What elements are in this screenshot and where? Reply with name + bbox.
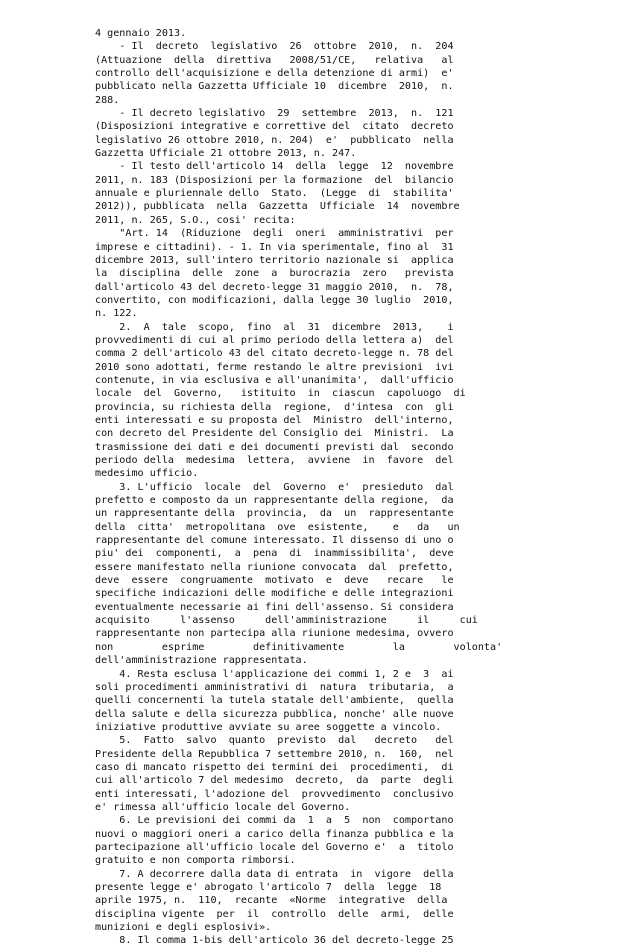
text-line: comma 2 dell'articolo 43 del citato decreto-legge n. 78 del (95, 348, 454, 360)
text-line: - Il decreto legislativo 26 ottobre 2010, n. 204 (95, 41, 454, 53)
text-line: 2012)), pubblicata nella Gazzetta Ufficiale 14 novembre (95, 201, 460, 213)
text-line: "Art. 14 (Riduzione degli oneri amministrativi per (95, 228, 454, 240)
text-line: 4. Resta esclusa l'applicazione dei commi 1, 2 e 3 ai (95, 668, 454, 680)
text-line: legislativo 26 ottobre 2010, n. 204) e' pubblicato nella (95, 134, 454, 146)
text-line: cui all'articolo 7 del medesimo decreto, da parte degli (95, 775, 454, 787)
text-line: non esprime definitivamente la volonta' (95, 641, 503, 653)
text-line: (Attuazione della direttiva 2008/51/CE, relativa al (95, 54, 454, 66)
text-line: provvedimenti di cui al primo periodo della lettera a) del (95, 334, 454, 346)
text-line: soli procedimenti amministrativi di natura tributaria, a (95, 681, 454, 693)
text-line: Presidente della Repubblica 7 settembre 2010, n. 160, nel (95, 748, 454, 760)
text-line: dell'amministrazione rappresentata. (95, 655, 308, 667)
text-line: 5. Fatto salvo quanto previsto dal decreto del (95, 735, 454, 747)
text-line: periodo della medesima lettera, avviene in favore del (95, 455, 454, 466)
text-line: n. 122. (95, 308, 138, 320)
text-line: munizioni e degli esplosivi». (95, 922, 272, 934)
text-line: imprese e cittadini). - 1. In via sperimentale, fino al 31 (95, 241, 454, 253)
text-line: 7. A decorrere dalla data di entrata in vigore della (95, 868, 454, 880)
text-line: enti interessati, l'adozione del provvedimento conclusivo (95, 788, 454, 800)
text-line: controllo dell'acquisizione e della detenzione di armi) e' (95, 68, 454, 80)
text-line: dall'articolo 43 del decreto-legge 31 maggio 2010, n. 78, (95, 281, 454, 293)
text-line: Gazzetta Ufficiale 21 ottobre 2013, n. 247. (95, 148, 357, 160)
text-line: acquisito l'assenso dell'amministrazione il cui (95, 615, 478, 627)
text-line: 2010 sono adottati, ferme restando le altre previsioni ivi (95, 361, 454, 373)
text-line: 288. (95, 94, 120, 106)
text-line: partecipazione all'ufficio locale del Governo e' a titolo (95, 841, 454, 853)
text-line: provincia, su richiesta della regione, d'intesa con gli (95, 401, 454, 413)
text-line: prefetto e composto da un rappresentante della regione, da (95, 495, 454, 507)
text-line: dicembre 2013, sull'intero territorio nazionale si applica (95, 254, 454, 266)
text-line: aprile 1975, n. 110, recante «Norme integrative della (95, 895, 448, 907)
text-line: (Disposizioni integrative e correttive del citato decreto (95, 121, 454, 133)
text-line: locale del Governo, istituito in ciascun capoluogo di (95, 388, 466, 400)
text-line: con decreto del Presidente del Consiglio dei Ministri. La (95, 428, 454, 440)
text-line: trasmissione dei dati e dei documenti previsti dal secondo (95, 441, 454, 453)
text-line: medesimo ufficio. (95, 468, 199, 480)
text-line: essere manifestato nella riunione convocata dal prefetto, (95, 561, 454, 573)
text-line: 2011, n. 265, S.O., cosi' recita: (95, 214, 296, 226)
text-line: e' rimessa all'ufficio locale del Governo. (95, 801, 351, 813)
text-line: 8. Il comma 1-bis dell'articolo 36 del decreto-legge 25 (95, 935, 454, 947)
text-line: eventualmente necessarie ai fini dell'assenso. Si considera (95, 601, 454, 613)
text-line: 4 gennaio 2013. (95, 28, 187, 39)
text-line: la disciplina delle zone a burocrazia zero prevista (95, 268, 454, 280)
text-line: - Il decreto legislativo 29 settembre 2013, n. 121 (95, 108, 454, 120)
text-line: annuale e pluriennale dello Stato. (Legge di stabilita' (95, 188, 454, 200)
text-line: della citta' metropolitana ove esistente, e da un (95, 521, 460, 533)
text-line: specifiche indicazioni delle modifiche e delle integrazioni (95, 588, 454, 600)
text-line: enti interessati e su proposta del Ministro dell'interno, (95, 414, 454, 426)
text-line: rappresentante non partecipa alla riunione medesima, ovvero (95, 628, 454, 640)
text-line: della salute e della sicurezza pubblica, nonche' alle nuove (95, 708, 454, 720)
text-line: nuovi o maggiori oneri a carico della finanza pubblica e la (95, 828, 454, 840)
text-line: 6. Le previsioni dei commi da 1 a 5 non comportano (95, 815, 454, 827)
text-line: - Il testo dell'articolo 14 della legge 12 novembre (95, 161, 454, 173)
text-line: presente legge e' abrogato l'articolo 7 della legge 18 (95, 882, 442, 893)
text-line: 3. L'ufficio locale del Governo e' presieduto dal (95, 481, 454, 493)
text-line: quelli concernenti la tutela statale dell'ambiente, quella (95, 695, 454, 707)
text-line: gratuito e non comporta rimborsi. (95, 855, 296, 867)
text-line: 2. A tale scopo, fino al 31 dicembre 2013, i (95, 321, 454, 333)
text-line: 2011, n. 183 (Disposizioni per la formazione del bilancio (95, 174, 454, 186)
text-line: rappresentante del comune interessato. Il dissenso di uno o (95, 535, 454, 547)
text-line: disciplina vigente per il controllo delle armi, delle (95, 908, 454, 920)
text-line: caso di mancato rispetto dei termini dei procedimenti, di (95, 761, 454, 773)
document-page (95, 27, 615, 948)
text-line: piu' dei componenti, a pena di inammissibilita', deve (95, 548, 454, 560)
text-line: pubblicato nella Gazzetta Ufficiale 10 dicembre 2010, n. (95, 81, 454, 93)
text-line: convertito, con modificazioni, dalla legge 30 luglio 2010, (95, 294, 454, 306)
text-line: iniziative produttive avviate su aree soggette a vincolo. (95, 721, 442, 733)
text-line: un rappresentante della provincia, da un rappresentante (95, 508, 454, 520)
text-line: deve essere congruamente motivato e deve recare le (95, 575, 454, 587)
text-line: contenute, in via esclusiva e all'unanimita', dall'ufficio (95, 374, 454, 386)
